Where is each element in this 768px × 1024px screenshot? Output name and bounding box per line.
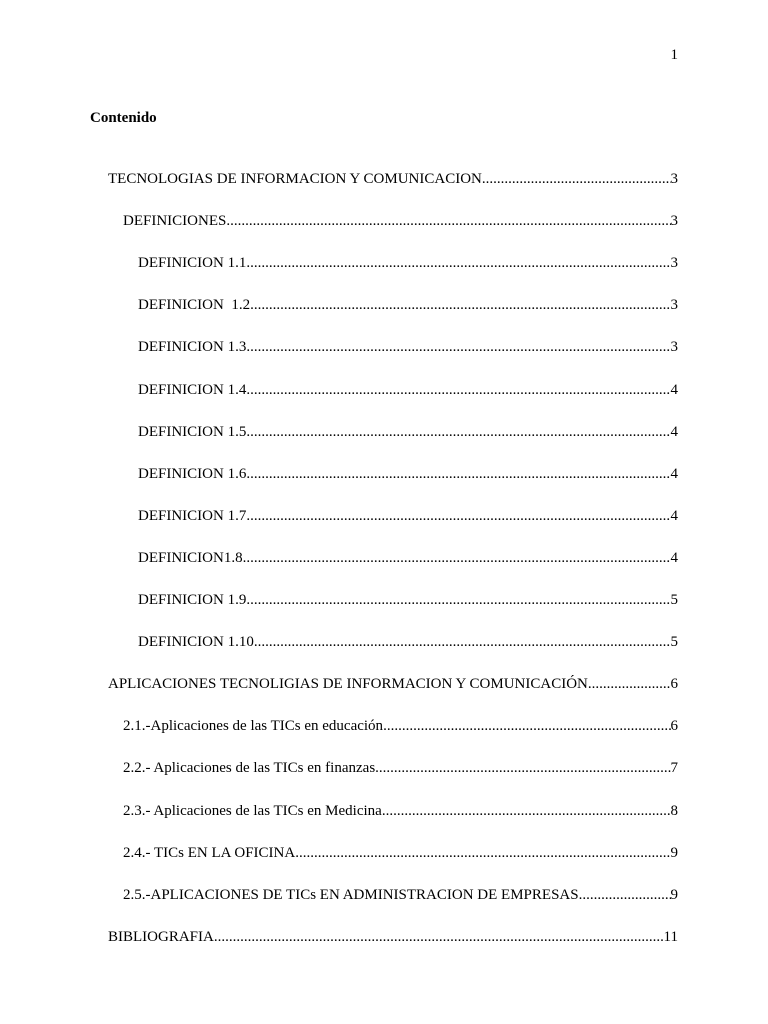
toc-entry-page: 3 (670, 213, 678, 230)
toc-entry-page: 9 (670, 886, 678, 903)
toc-entry-label: 2.4.- TICs EN LA OFICINA (123, 844, 296, 861)
toc-entry-page: 3 (670, 297, 678, 314)
toc-entry-label: 2.5.-APLICACIONES DE TICs EN ADMINISTRACION DE EMPRESAS (123, 886, 579, 903)
toc-entry-label: DEFINICION 1.3 (138, 339, 247, 356)
toc-entry-page: 6 (670, 718, 678, 735)
toc-leader-dots (246, 380, 670, 400)
toc-entry-page: 4 (670, 465, 678, 482)
toc-entry-page: 8 (670, 802, 678, 819)
toc-leader-dots (214, 927, 664, 947)
toc-entry-page: 3 (670, 255, 678, 272)
toc-entry[interactable] (138, 295, 678, 315)
toc-entry[interactable] (108, 169, 678, 189)
toc-entry-page: 4 (670, 423, 678, 440)
toc-leader-dots (246, 422, 670, 442)
toc-leader-dots (375, 758, 670, 778)
toc-leader-dots (246, 464, 670, 484)
toc-entry-page: 9 (670, 844, 678, 861)
toc-leader-dots (254, 632, 671, 652)
toc-entry-label: DEFINICION1.8 (138, 549, 243, 566)
toc-entry-page: 6 (670, 676, 678, 693)
toc-entry[interactable] (138, 632, 678, 652)
toc-entry[interactable] (108, 927, 678, 947)
toc-entry[interactable] (138, 506, 678, 526)
toc-leader-dots (246, 253, 670, 273)
toc-entry-label: DEFINICION 1.5 (138, 423, 247, 440)
toc-leader-dots (246, 590, 670, 610)
toc-leader-dots (588, 674, 671, 694)
toc-entry[interactable] (138, 464, 678, 484)
toc-entry-label: DEFINICION 1.4 (138, 381, 247, 398)
toc-entry-page: 5 (670, 634, 678, 651)
toc-entry-page: 4 (670, 381, 678, 398)
toc-leader-dots (382, 801, 671, 821)
toc-entry-label: TECNOLOGIAS DE INFORMACION Y COMUNICACION (108, 171, 482, 187)
toc-entry-label: APLICACIONES TECNOLIGIAS DE INFORMACION Y COMUNICACIÓN (108, 676, 588, 693)
toc-entry[interactable] (123, 885, 678, 905)
toc-entry[interactable] (138, 337, 678, 357)
toc-entry[interactable] (123, 801, 678, 821)
toc-entry-page: 3 (670, 171, 678, 187)
toc-leader-dots (250, 295, 670, 315)
toc-entry[interactable] (138, 380, 678, 400)
toc-entry[interactable] (138, 422, 678, 442)
toc-entry[interactable] (123, 843, 678, 863)
toc-entry-label: BIBLIOGRAFIA (108, 928, 214, 945)
toc-entry-page: 4 (670, 549, 678, 566)
page-number: 1 (670, 47, 678, 63)
toc-heading: Contenido (90, 110, 157, 126)
toc-entry[interactable] (138, 253, 678, 273)
toc-entry-label: DEFINICION 1.10 (138, 634, 254, 651)
toc-entry-label: DEFINICION 1.2 (138, 297, 251, 314)
toc-entry-page: 7 (670, 760, 678, 777)
toc-entry[interactable] (123, 758, 678, 778)
toc-leader-dots (383, 716, 670, 736)
toc-entry-label: DEFINICION 1.7 (138, 507, 247, 524)
toc-entry-label: 2.1.-Aplicaciones de las TICs en educación (123, 718, 384, 735)
toc-leader-dots (295, 843, 670, 863)
toc-leader-dots (243, 548, 671, 568)
toc-entry[interactable] (138, 548, 678, 568)
toc-entry-label: DEFINICION 1.1 (138, 255, 247, 272)
toc-entry[interactable] (123, 211, 678, 231)
toc-entry[interactable] (123, 716, 678, 736)
toc-entry[interactable] (108, 674, 678, 694)
toc-entry[interactable] (138, 590, 678, 610)
toc-leader-dots (579, 885, 671, 905)
toc-leader-dots (246, 506, 670, 526)
toc-leader-dots (226, 211, 670, 231)
toc-entry-label: DEFINICION 1.6 (138, 465, 247, 482)
toc-entry-page: 3 (670, 339, 678, 356)
toc-entry-label: 2.3.- Aplicaciones de las TICs en Medicina (123, 802, 382, 819)
toc-entry-page: 5 (670, 592, 678, 608)
toc-entry-label: DEFINICIONES (123, 213, 227, 230)
toc-entry-label: 2.2.- Aplicaciones de las TICs en finanzas (123, 760, 376, 777)
toc-leader-dots (482, 169, 671, 189)
toc-entry-page: 11 (663, 928, 678, 945)
toc-entry-page: 4 (670, 507, 678, 524)
toc-leader-dots (246, 337, 670, 357)
toc-entry-label: DEFINICION 1.9 (138, 592, 247, 608)
